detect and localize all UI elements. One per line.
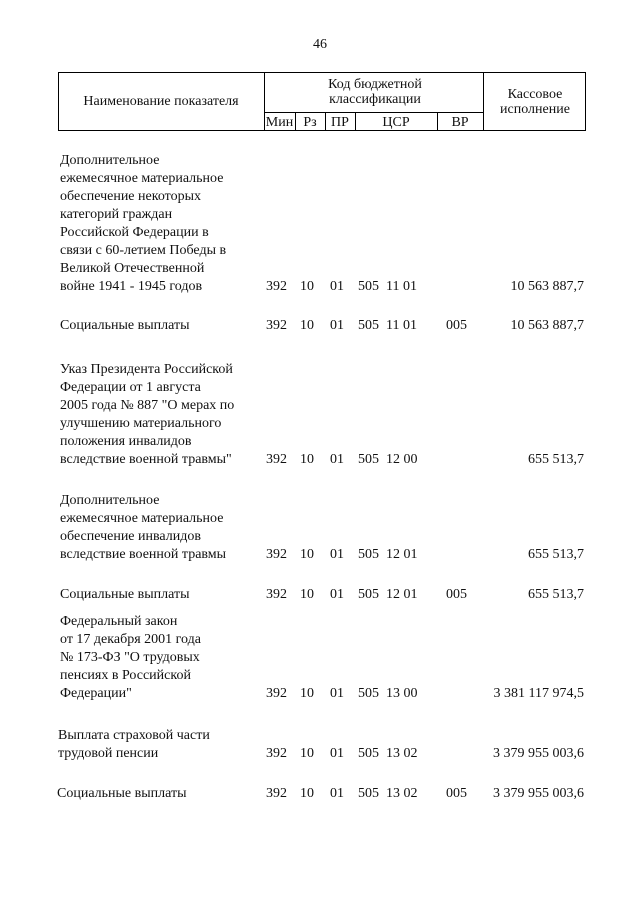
- cell-csr: 505 12 01: [358, 547, 418, 562]
- cell-amount: 655 513,7: [528, 587, 584, 602]
- row-name-line: улучшению материального: [60, 416, 222, 431]
- row-name: [57, 785, 262, 803]
- cell-rz: 10: [300, 587, 314, 602]
- cell-pr: 01: [330, 587, 344, 602]
- cell-rz: 10: [300, 452, 314, 467]
- row-name-line: Выплата страховой части: [58, 728, 210, 743]
- cell-pr: 01: [330, 279, 344, 294]
- header-col-csr: ЦСР: [382, 114, 410, 130]
- header-col-rz: Рз: [303, 114, 317, 130]
- row-name: [60, 152, 265, 296]
- cell-rz: 10: [300, 686, 314, 701]
- cell-rz: 10: [300, 318, 314, 333]
- cell-amount: 10 563 887,7: [510, 318, 584, 333]
- cell-min: 392: [266, 786, 287, 801]
- row-name-line: обеспечение инвалидов: [60, 529, 201, 544]
- page-number: 46: [313, 37, 327, 52]
- row-name-line: от 17 декабря 2001 года: [60, 632, 201, 647]
- cell-rz: 10: [300, 279, 314, 294]
- row-name-line: ежемесячное материальное: [60, 511, 224, 526]
- row-name-line: Дополнительное: [60, 493, 160, 508]
- row-name-line: Российской Федерации в: [60, 225, 209, 240]
- cell-csr: 505 13 02: [358, 786, 418, 801]
- row-name-line: № 173-ФЗ "О трудовых: [60, 650, 200, 665]
- cell-csr: 505 12 01: [358, 587, 418, 602]
- row-name-line: связи с 60-летием Победы в: [60, 243, 227, 258]
- row-name-line: категорий граждан: [60, 207, 173, 222]
- row-name-line: вследствие военной травмы": [60, 452, 232, 467]
- cell-pr: 01: [330, 746, 344, 761]
- row-name-line: Социальные выплаты: [60, 318, 190, 333]
- cell-min: 392: [266, 452, 287, 467]
- header-indicator-name: Наименование показателя: [83, 94, 239, 109]
- cell-pr: 01: [330, 686, 344, 701]
- cell-min: 392: [266, 318, 287, 333]
- cell-vr: 005: [446, 587, 467, 602]
- cell-min: 392: [266, 746, 287, 761]
- row-name-line: Федерации": [60, 686, 132, 701]
- cell-vr: 005: [446, 318, 467, 333]
- cell-amount: 3 381 117 974,5: [493, 686, 584, 701]
- header-cash-execution: Кассовое исполнение: [500, 86, 570, 117]
- row-name: [60, 613, 265, 703]
- row-name-line: войне 1941 - 1945 годов: [60, 279, 203, 294]
- cell-rz: 10: [300, 547, 314, 562]
- row-name-line: трудовой пенсии: [58, 746, 159, 761]
- row-name-line: Социальные выплаты: [60, 587, 190, 602]
- row-name-line: Социальные выплаты: [57, 786, 187, 801]
- cell-amount: 10 563 887,7: [510, 279, 584, 294]
- row-name-line: Дополнительное: [60, 153, 160, 168]
- row-name-line: положения инвалидов: [60, 434, 192, 449]
- cell-amount: 655 513,7: [528, 547, 584, 562]
- row-name: [58, 727, 263, 763]
- row-name-line: пенсиях в Российской: [60, 668, 191, 683]
- cell-min: 392: [266, 547, 287, 562]
- row-name-line: Федеральный закон: [60, 614, 178, 629]
- cell-csr: 505 11 01: [358, 279, 417, 294]
- row-name-line: обеспечение некоторых: [60, 189, 201, 204]
- cell-pr: 01: [330, 452, 344, 467]
- row-name-line: Федерации от 1 августа: [60, 380, 201, 395]
- cell-csr: 505 13 00: [358, 686, 418, 701]
- cell-pr: 01: [330, 547, 344, 562]
- cell-min: 392: [266, 686, 287, 701]
- row-name: [60, 317, 265, 335]
- cell-rz: 10: [300, 746, 314, 761]
- row-name-line: вследствие военной травмы: [60, 547, 227, 562]
- cell-vr: 005: [446, 786, 467, 801]
- row-name-line: ежемесячное материальное: [60, 171, 224, 186]
- cell-min: 392: [266, 587, 287, 602]
- cell-csr: 505 12 00: [358, 452, 418, 467]
- row-name-line: Указ Президента Российской: [60, 362, 233, 377]
- cell-pr: 01: [330, 786, 344, 801]
- row-name-line: 2005 года № 887 "О мерах по: [60, 398, 235, 413]
- cell-min: 392: [266, 279, 287, 294]
- header-col-vr: ВР: [451, 114, 469, 130]
- cell-pr: 01: [330, 318, 344, 333]
- header-col-min: Мин: [265, 114, 294, 130]
- header-budget-code: Код бюджетной классификации: [328, 77, 422, 107]
- header-col-pr: ПР: [331, 114, 349, 130]
- cell-csr: 505 11 01: [358, 318, 417, 333]
- row-name: [60, 586, 265, 604]
- row-name: [60, 492, 265, 564]
- cell-csr: 505 13 02: [358, 746, 418, 761]
- cell-amount: 655 513,7: [528, 452, 584, 467]
- cell-amount: 3 379 955 003,6: [493, 746, 584, 761]
- row-name-line: Великой Отечественной: [60, 261, 205, 276]
- cell-amount: 3 379 955 003,6: [493, 786, 584, 801]
- header-divider: [483, 72, 484, 131]
- row-name: [60, 361, 265, 469]
- cell-rz: 10: [300, 786, 314, 801]
